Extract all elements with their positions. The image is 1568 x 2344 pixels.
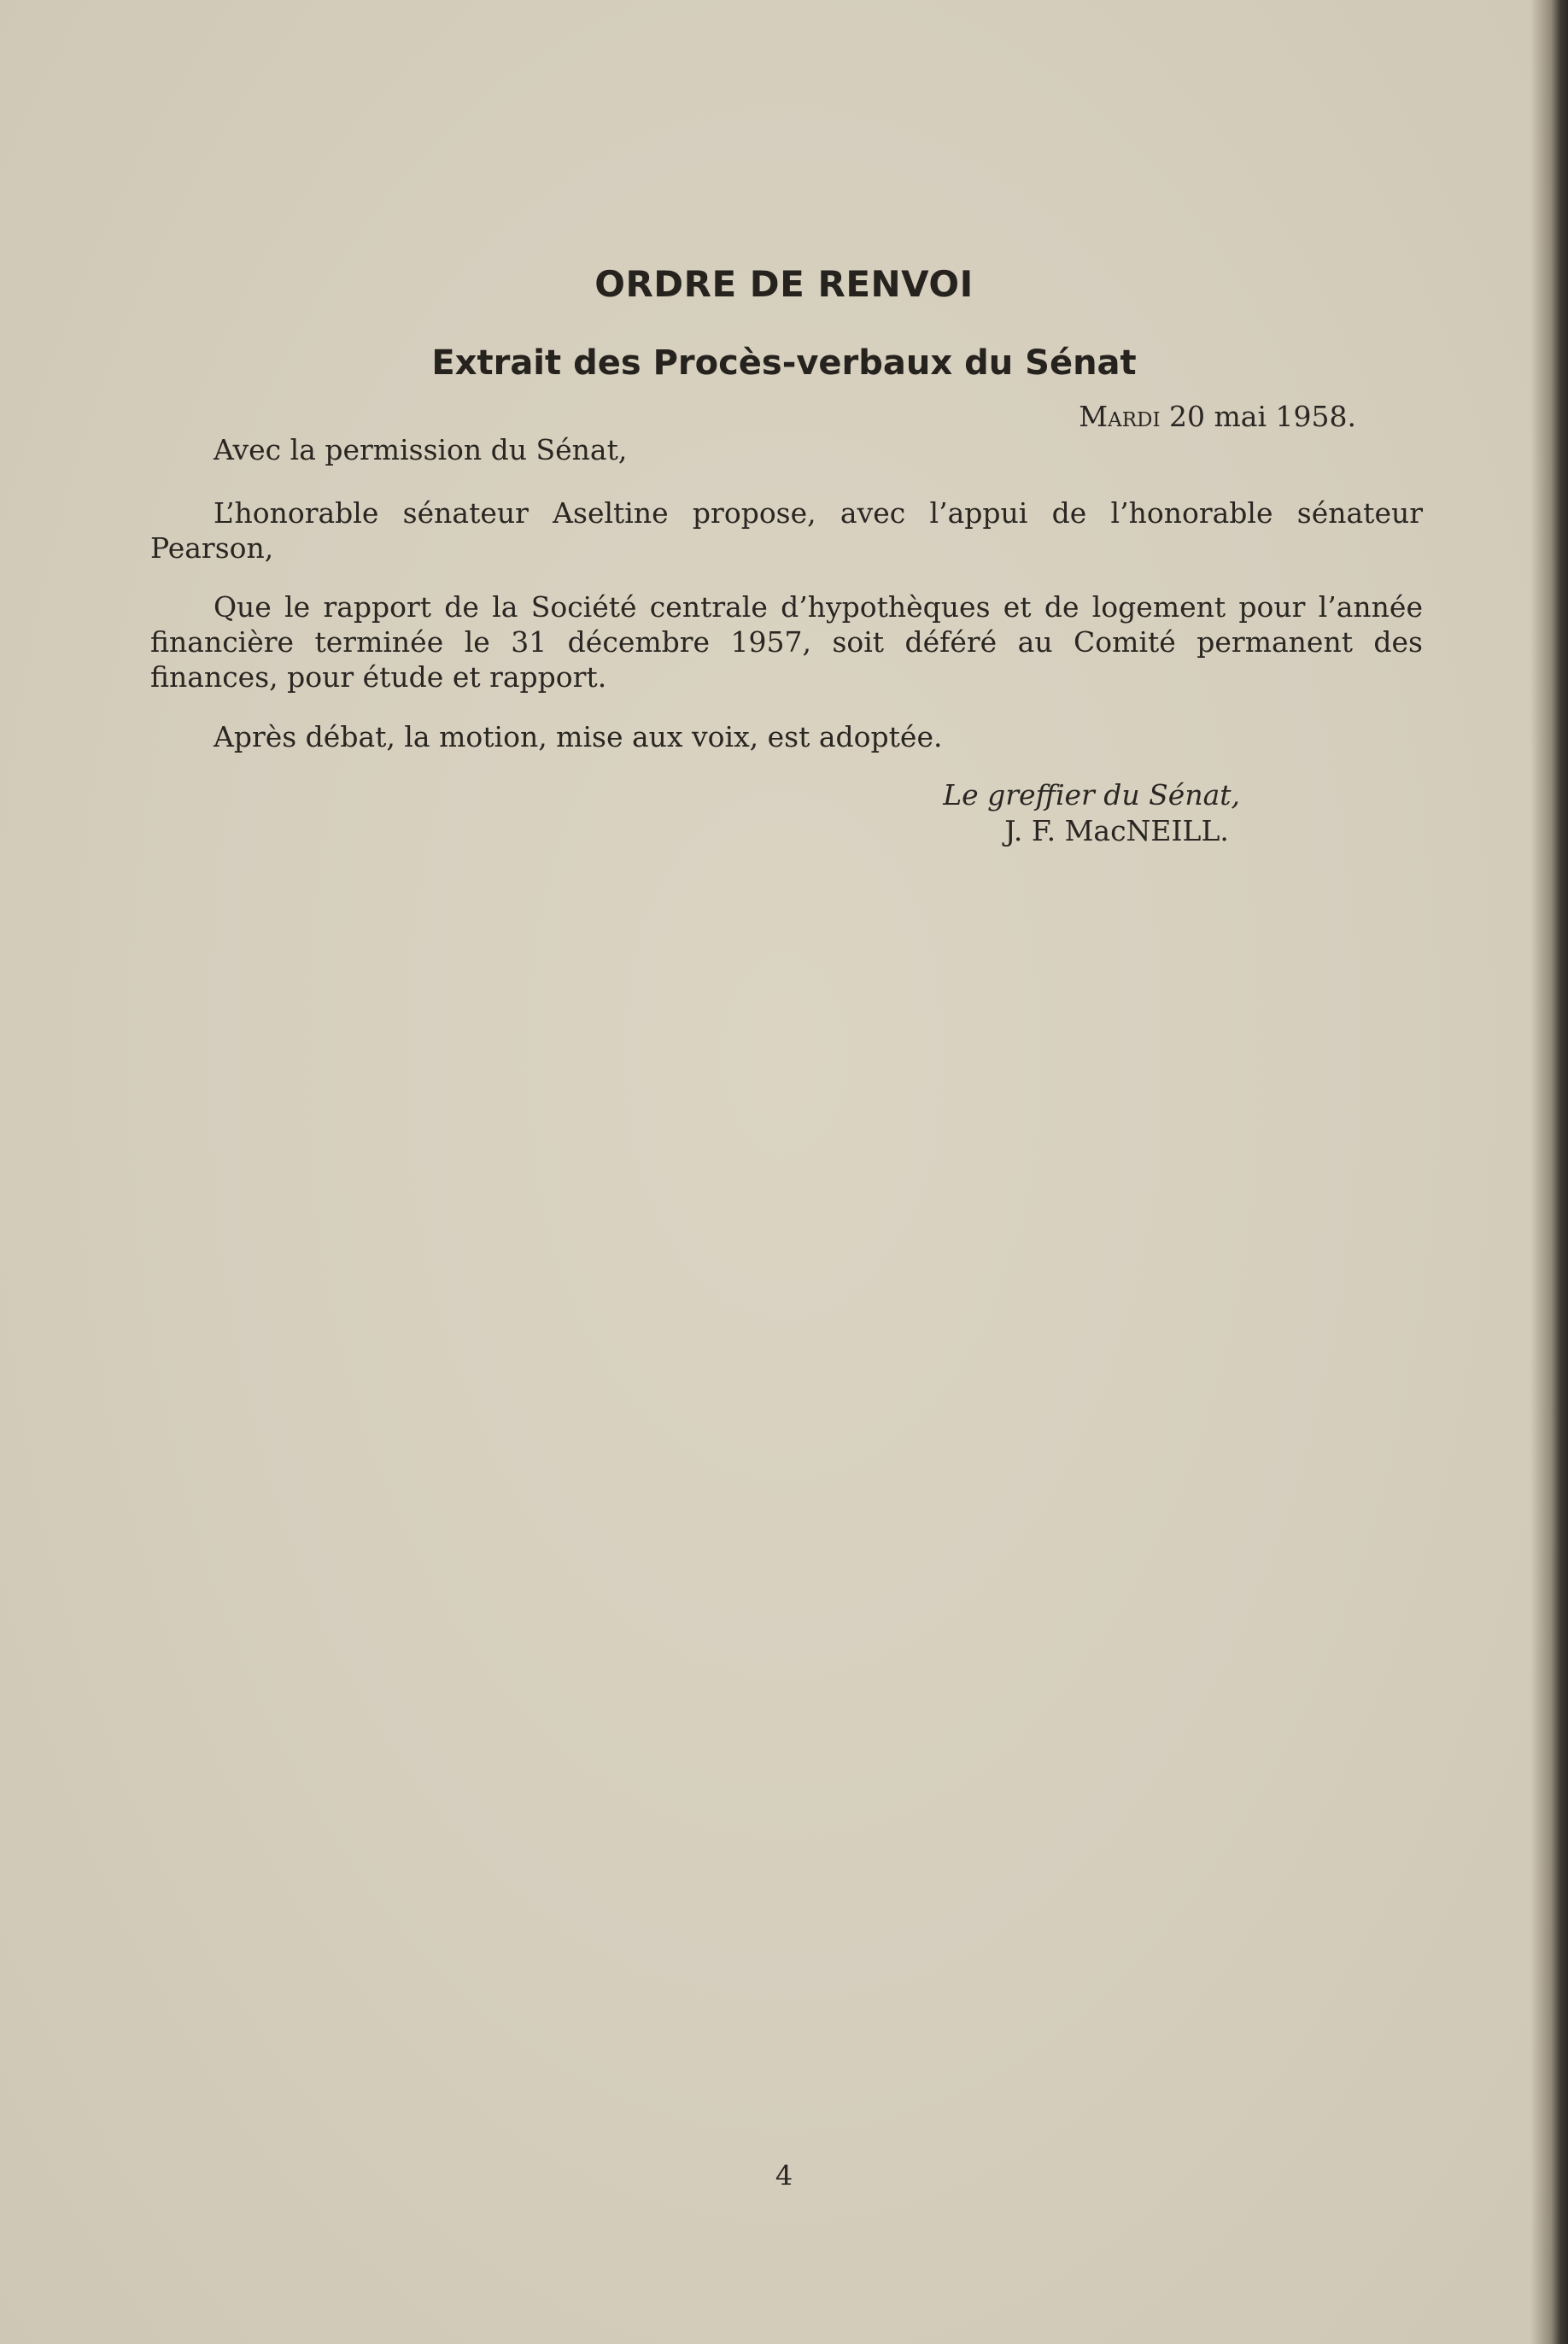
- date-line: [1079, 400, 1356, 433]
- paragraph-permission: Avec la permission du Sénat,: [214, 433, 628, 466]
- paragraph-report: Que le rapport de la Société centrale d’hypothèques et de logement pour l’année financière terminée le 31 décembre 1957, soit déféré au Comité permanent des finances, pour étude et rapport.: [150, 590, 1423, 694]
- page-number: 4: [775, 2159, 793, 2192]
- date-rest: 20 mai 1958.: [1160, 400, 1356, 433]
- signature-title: Le greffier du Sénat,: [943, 778, 1240, 812]
- document-subtitle: Extrait des Procès-verbaux du Sénat: [431, 343, 1137, 383]
- document-title: ORDRE DE RENVOI: [594, 263, 974, 305]
- paragraph-motion: L’honorable sénateur Aseltine propose, avec l’appui de l’honorable sénateur Pearson,: [150, 496, 1423, 565]
- date-day: Mardi: [1079, 400, 1161, 433]
- paragraph-adopted: Après débat, la motion, mise aux voix, est adoptée.: [214, 720, 943, 753]
- signature-name: J. F. MacNEILL.: [1004, 814, 1229, 847]
- signature-block: [943, 777, 1240, 849]
